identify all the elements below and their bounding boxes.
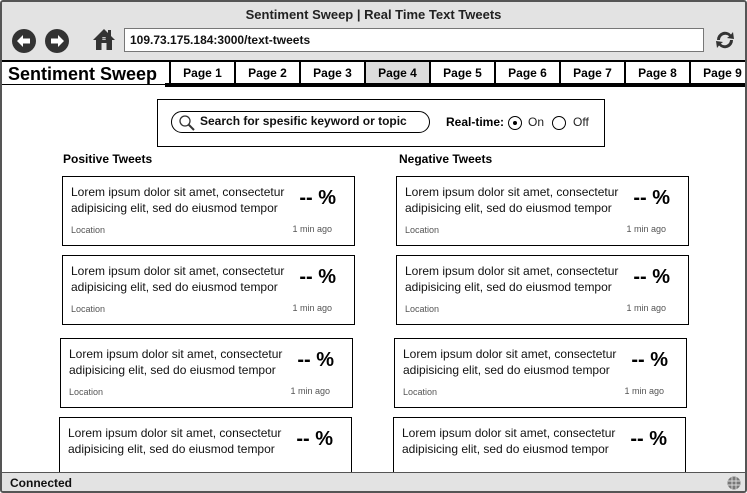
tweet-text: Lorem ipsum dolor sit amet, consectetur adipisicing elit, sed do eiusmod tempor bbox=[71, 185, 285, 215]
tweet-text: Lorem ipsum dolor sit amet, consectetur adipisicing elit, sed do eiusmod tempor bbox=[68, 426, 282, 456]
search-input[interactable] bbox=[171, 111, 430, 133]
tweet-time: 1 min ago bbox=[292, 224, 332, 234]
globe-icon bbox=[727, 476, 741, 490]
tab-underline bbox=[165, 83, 745, 87]
tweet-text: Lorem ipsum dolor sit amet, consectetur adipisicing elit, sed do eiusmod tempor bbox=[69, 347, 283, 377]
positive-tweets-heading: Positive Tweets bbox=[63, 152, 153, 166]
tweet-location: Location bbox=[403, 387, 438, 397]
tweet-text: Lorem ipsum dolor sit amet, consectetur adipisicing elit, sed do eiusmod tempor bbox=[402, 426, 616, 456]
tweet-text: Lorem ipsum dolor sit amet, consectetur adipisicing elit, sed do eiusmod tempor bbox=[405, 185, 619, 215]
negative-tweet-card[interactable] bbox=[394, 338, 687, 408]
positive-tweet-card[interactable] bbox=[62, 176, 355, 246]
positive-tweet-card[interactable] bbox=[62, 255, 355, 325]
tweet-text: Lorem ipsum dolor sit amet, consectetur adipisicing elit, sed do eiusmod tempor bbox=[403, 347, 617, 377]
home-icon bbox=[92, 27, 116, 51]
tab-page-4[interactable]: Page 4 bbox=[364, 62, 429, 86]
back-button[interactable] bbox=[12, 29, 36, 53]
window-title: Sentiment Sweep | Real Time Text Tweets bbox=[245, 7, 502, 22]
divider bbox=[2, 84, 167, 85]
sentiment-score: -- % bbox=[630, 428, 667, 450]
arrow-left-icon bbox=[12, 29, 36, 53]
title-bar bbox=[2, 2, 745, 60]
radio-selected-dot bbox=[513, 121, 517, 125]
negative-tweet-card[interactable] bbox=[396, 255, 689, 325]
address-bar[interactable]: 109.73.175.184:3000/text-tweets bbox=[124, 28, 704, 52]
tab-page-3[interactable]: Page 3 bbox=[299, 62, 364, 86]
positive-tweet-card[interactable] bbox=[60, 338, 353, 408]
tweet-time: 1 min ago bbox=[290, 386, 330, 396]
tweet-text: Lorem ipsum dolor sit amet, consectetur adipisicing elit, sed do eiusmod tempor bbox=[71, 264, 285, 294]
realtime-on-label[interactable]: On bbox=[528, 115, 545, 129]
tweet-location: Location bbox=[405, 225, 440, 235]
tab-page-1[interactable]: Page 1 bbox=[169, 62, 234, 86]
tweet-location: Location bbox=[69, 387, 104, 397]
tab-page-6[interactable]: Page 6 bbox=[494, 62, 559, 86]
search-panel bbox=[157, 99, 605, 147]
sentiment-score: -- % bbox=[299, 266, 336, 288]
realtime-off-label[interactable]: Off bbox=[573, 115, 589, 129]
tab-page-2[interactable]: Page 2 bbox=[234, 62, 299, 86]
negative-tweets-heading: Negative Tweets bbox=[399, 152, 493, 166]
forward-button[interactable] bbox=[45, 29, 69, 53]
tab-page-7[interactable]: Page 7 bbox=[559, 62, 624, 86]
tab-page-8[interactable]: Page 8 bbox=[624, 62, 689, 86]
tab-page-5[interactable]: Page 5 bbox=[429, 62, 494, 86]
tweet-time: 1 min ago bbox=[292, 303, 332, 313]
connection-status: Connected bbox=[10, 476, 73, 490]
home-button[interactable] bbox=[92, 27, 116, 51]
tweet-location: Location bbox=[71, 304, 106, 314]
realtime-label: Real-time: bbox=[446, 115, 505, 129]
refresh-icon bbox=[712, 27, 738, 53]
arrow-right-icon bbox=[45, 29, 69, 53]
sentiment-score: -- % bbox=[299, 187, 336, 209]
sentiment-score: -- % bbox=[297, 349, 334, 371]
search-icon bbox=[178, 114, 196, 132]
tweet-time: 1 min ago bbox=[624, 386, 664, 396]
sentiment-score: -- % bbox=[633, 187, 670, 209]
tweet-text: Lorem ipsum dolor sit amet, consectetur adipisicing elit, sed do eiusmod tempor bbox=[405, 264, 619, 294]
sentiment-score: -- % bbox=[296, 428, 333, 450]
refresh-button[interactable] bbox=[712, 27, 738, 53]
tab-page-9[interactable]: Page 9 bbox=[689, 62, 747, 86]
realtime-off-radio[interactable] bbox=[552, 116, 566, 130]
sentiment-score: -- % bbox=[633, 266, 670, 288]
negative-tweet-card[interactable] bbox=[396, 176, 689, 246]
realtime-on-radio[interactable] bbox=[508, 116, 522, 130]
tweet-time: 1 min ago bbox=[626, 303, 666, 313]
search-placeholder: Search for spesific keyword or topic bbox=[200, 114, 407, 128]
sentiment-score: -- % bbox=[631, 349, 668, 371]
brand-logo[interactable]: Sentiment Sweep bbox=[8, 64, 158, 84]
tweet-location: Location bbox=[405, 304, 440, 314]
status-bar bbox=[2, 472, 745, 493]
tweet-location: Location bbox=[71, 225, 106, 235]
tweet-time: 1 min ago bbox=[626, 224, 666, 234]
